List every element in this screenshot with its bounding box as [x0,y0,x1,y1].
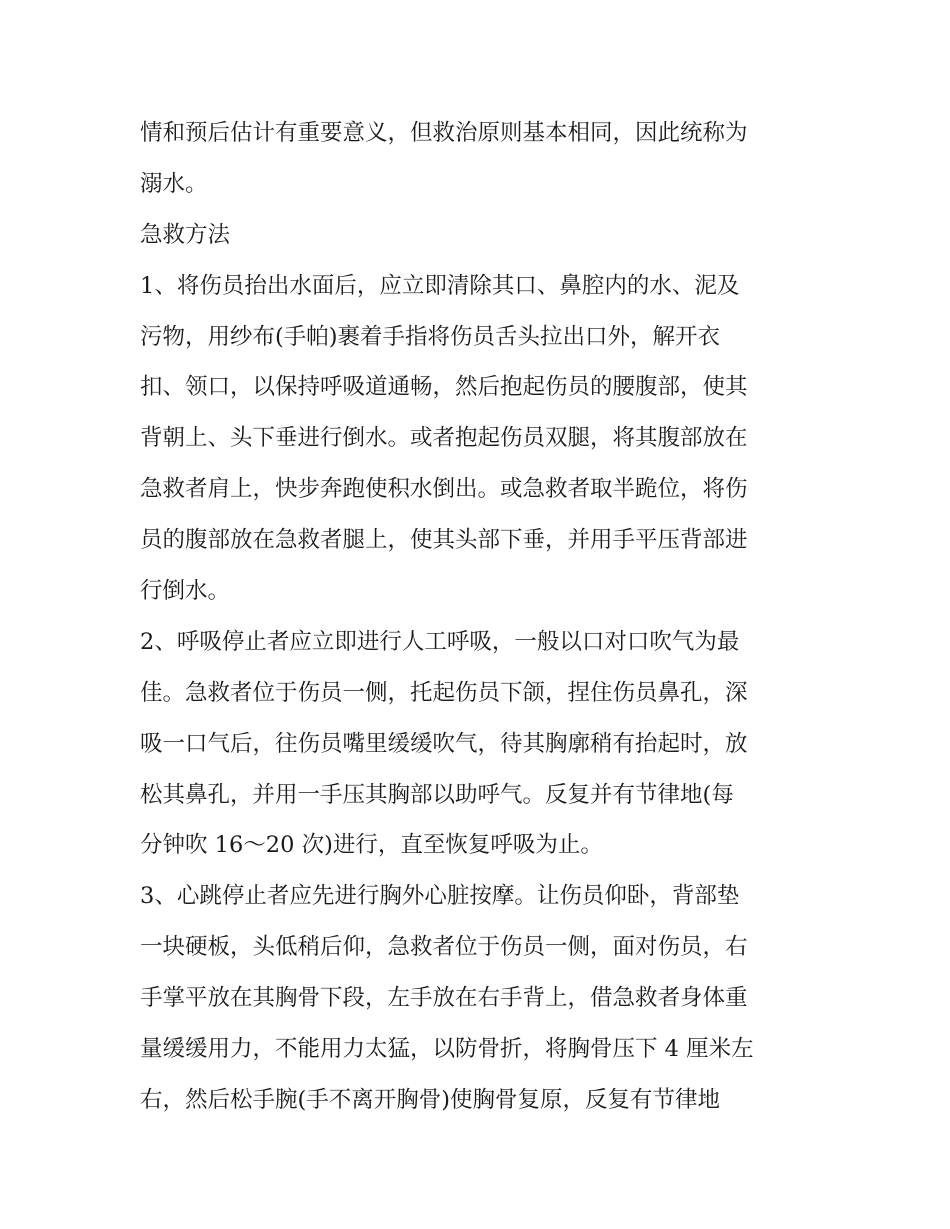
text-line: 右，然后松手腕(手不离开胸骨)使胸骨复原，反复有节律地 [140,1086,721,1113]
text-line: 分钟吹 16～20 次)进行，直至恢复呼吸为止。 [140,832,603,859]
text-line: 背朝上、头下垂进行倒水。或者抱起伤员双腿，将其腹部放在 [140,425,748,452]
text-line: 量缓缓用力，不能用力太猛，以防骨折，将胸骨压下 4 厘米左 [140,1036,754,1063]
text-line: 手掌平放在其胸骨下段，左手放在右手背上，借急救者身体重 [140,985,748,1012]
text-line: 2、呼吸停止者应立即进行人工呼吸，一般以口对口吹气为最 [140,628,740,655]
document-body [140,108,820,1126]
text-line: 扣、领口，以保持呼吸道通畅，然后抱起伤员的腰腹部，使其 [140,374,748,401]
text-line: 行倒水。 [140,578,231,605]
text-line: 松其鼻孔，并用一手压其胸部以助呼气。反复并有节律地(每 [140,781,734,808]
text-line: 佳。急救者位于伤员一侧，托起伤员下颌，捏住伤员鼻孔，深 [140,679,748,706]
text-line: 情和预后估计有重要意义，但救治原则基本相同，因此统称为 [140,120,748,146]
text-line: 污物，用纱布(手帕)裹着手指将伤员舌头拉出口外，解开衣 [140,323,721,350]
text-line: 1、将伤员抬出水面后，应立即清除其口、鼻腔内的水、泥及 [140,272,740,299]
text-line: 3、心跳停止者应先进行胸外心脏按摩。让伤员仰卧，背部垫 [140,883,740,910]
text-line: 溺水。 [140,170,208,197]
text-line: 员的腹部放在急救者腿上，使其头部下垂，并用手平压背部进 [140,527,748,554]
section-heading: 急救方法 [140,221,231,248]
text-line: 急救者肩上，快步奔跑使积水倒出。或急救者取半跪位，将伤 [140,476,748,503]
text-line: 一块硬板，头低稍后仰，急救者位于伤员一侧，面对伤员，右 [140,934,748,961]
text-line: 吸一口气后，往伤员嘴里缓缓吹气，待其胸廓稍有抬起时，放 [140,730,748,757]
